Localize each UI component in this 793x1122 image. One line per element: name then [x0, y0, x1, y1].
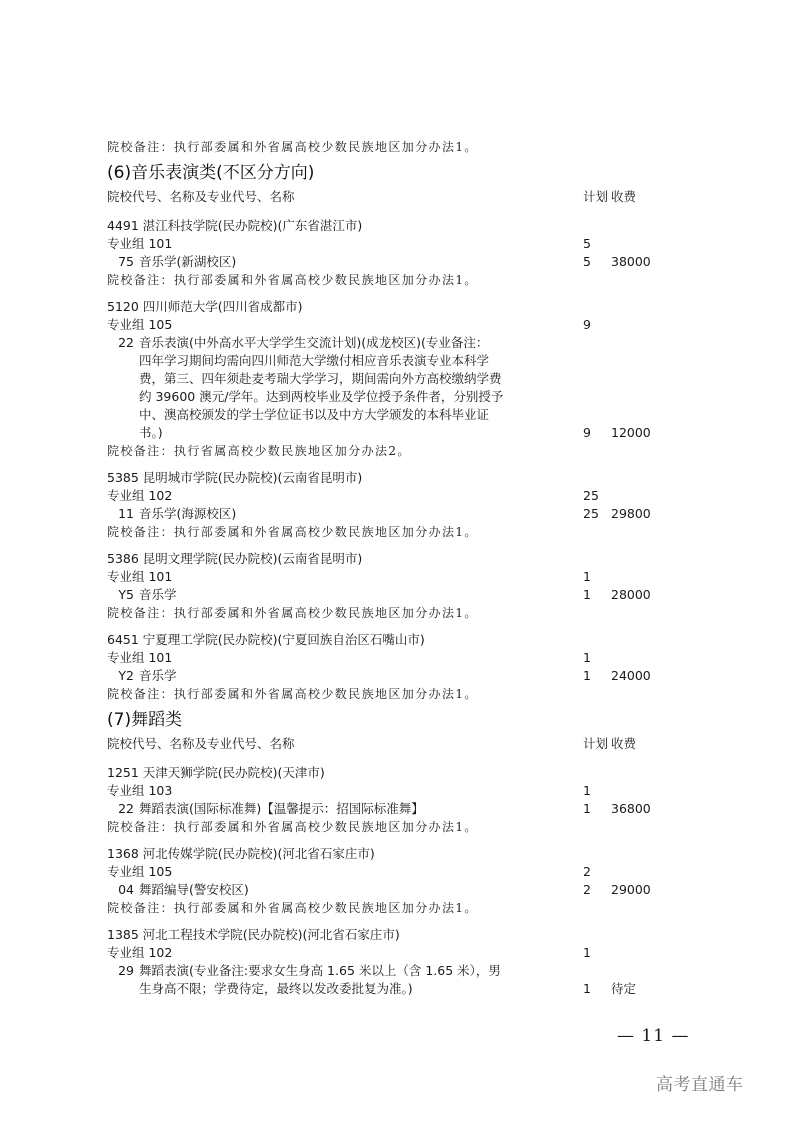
major-row — [107, 667, 667, 685]
major-code: Y2 — [118, 668, 134, 683]
document-page — [107, 138, 667, 998]
school-note: 院校备注：执行部委属和外省属高校少数民族地区加分办法1。 — [107, 140, 478, 154]
school-note: 院校备注：执行部委属和外省属高校少数民族地区加分办法1。 — [107, 525, 478, 539]
group-plan-count: 25 — [583, 488, 599, 503]
major-group-label: 专业组 103 — [107, 783, 173, 798]
major-group-row — [107, 568, 667, 586]
major-group-label: 专业组 102 — [107, 945, 173, 960]
school-header: 1251 天津天狮学院(民办院校)(天津市) — [107, 765, 325, 780]
group-plan-count: 5 — [583, 236, 591, 251]
major-group-row — [107, 316, 667, 334]
school-header: 6451 宁夏理工学院(民办院校)(宁夏回族自治区石嘴山市) — [107, 632, 425, 647]
school-block — [107, 469, 667, 541]
group-plan-count: 1 — [583, 945, 591, 960]
major-code: 04 — [118, 882, 134, 897]
major-row — [107, 586, 667, 604]
group-plan-count: 1 — [583, 569, 591, 584]
school-note: 院校备注：执行部委属和外省属高校少数民族地区加分办法1。 — [107, 273, 478, 287]
column-header-row — [107, 186, 667, 208]
major-name-continued: 书。) — [139, 425, 163, 440]
major-name-continued: 费，第三、四年须赴麦考瑞大学学习，期间需向外方高校缴纳学费 — [139, 371, 502, 386]
major-plan-count: 2 — [583, 882, 591, 897]
school-header: 5386 昆明文理学院(民办院校)(云南省昆明市) — [107, 551, 363, 566]
major-code: 22 — [118, 335, 134, 350]
major-fee: 24000 — [611, 668, 651, 683]
major-name: 舞蹈表演(国际标准舞)【温馨提示：招国际标准舞】 — [139, 801, 424, 816]
page-number: — 11 — — [617, 1026, 690, 1046]
major-fee: 38000 — [611, 254, 651, 269]
major-name: 音乐表演(中外高水平大学学生交流计划)(成龙校区)(专业备注： — [139, 335, 489, 350]
major-row — [107, 424, 667, 442]
major-name: 音乐学(海源校区) — [139, 506, 237, 521]
major-fee: 29800 — [611, 506, 651, 521]
school-note: 院校备注：执行省属高校少数民族地区加分办法2。 — [107, 444, 411, 458]
school-block — [107, 926, 667, 998]
major-fee: 36800 — [611, 801, 651, 816]
group-plan-count: 2 — [583, 864, 591, 879]
column-header-fee: 收费 — [611, 189, 637, 204]
school-block — [107, 764, 667, 836]
school-block — [107, 631, 667, 703]
major-name: 舞蹈表演(专业备注:要求女生身高 1.65 米以上（含 1.65 米），男 — [139, 963, 501, 978]
major-name-continued: 生身高不限；学费待定，最终以发改委批复为准。) — [139, 981, 413, 996]
major-row — [107, 334, 667, 352]
column-header-name: 院校代号、名称及专业代号、名称 — [107, 189, 295, 204]
column-header-plan: 计划 — [583, 189, 609, 204]
column-header-fee: 收费 — [611, 736, 637, 751]
major-name: 音乐学 — [139, 587, 177, 602]
major-group-label: 专业组 101 — [107, 650, 173, 665]
major-name-continued: 四年学习期间均需向四川师范大学缴付相应音乐表演专业本科学 — [139, 353, 490, 368]
section-title: (7)舞蹈类 — [107, 710, 183, 730]
school-header: 5385 昆明城市学院(民办院校)(云南省昆明市) — [107, 470, 363, 485]
major-row — [107, 388, 667, 406]
major-code: 75 — [118, 254, 134, 269]
major-code: 29 — [118, 963, 134, 978]
major-plan-count: 1 — [583, 981, 591, 996]
major-row — [107, 980, 667, 998]
school-header: 5120 四川师范大学(四川省成都市) — [107, 299, 303, 314]
school-header: 1385 河北工程技术学院(民办院校)(河北省石家庄市) — [107, 927, 400, 942]
school-block — [107, 217, 667, 289]
major-row — [107, 962, 667, 980]
major-group-row — [107, 782, 667, 800]
column-header-row — [107, 733, 667, 755]
major-group-row — [107, 649, 667, 667]
major-fee: 29000 — [611, 882, 651, 897]
major-row — [107, 352, 667, 370]
group-plan-count: 9 — [583, 317, 591, 332]
major-row — [107, 800, 667, 818]
school-note: 院校备注：执行部委属和外省属高校少数民族地区加分办法1。 — [107, 820, 478, 834]
major-row — [107, 406, 667, 424]
major-group-label: 专业组 101 — [107, 569, 173, 584]
major-fee: 28000 — [611, 587, 651, 602]
major-row — [107, 370, 667, 388]
school-block — [107, 298, 667, 460]
major-plan-count: 1 — [583, 801, 591, 816]
major-group-row — [107, 863, 667, 881]
watermark: 高考直通车 — [656, 1075, 744, 1095]
group-plan-count: 1 — [583, 650, 591, 665]
school-header: 4491 湛江科技学院(民办院校)(广东省湛江市) — [107, 218, 363, 233]
major-row — [107, 881, 667, 899]
major-group-label: 专业组 102 — [107, 488, 173, 503]
major-plan-count: 25 — [583, 506, 599, 521]
school-note: 院校备注：执行部委属和外省属高校少数民族地区加分办法1。 — [107, 687, 478, 701]
major-row — [107, 253, 667, 271]
major-name-continued: 中、澳高校颁发的学士学位证书以及中方大学颁发的本科毕业证 — [139, 407, 490, 422]
major-fee: 待定 — [611, 981, 637, 996]
major-group-label: 专业组 105 — [107, 317, 173, 332]
school-note: 院校备注：执行部委属和外省属高校少数民族地区加分办法1。 — [107, 901, 478, 915]
major-plan-count: 5 — [583, 254, 591, 269]
major-row — [107, 505, 667, 523]
major-group-label: 专业组 105 — [107, 864, 173, 879]
school-block — [107, 845, 667, 917]
major-name-continued: 约 39600 澳元/学年。达到两校毕业及学位授予条件者，分别授予 — [139, 389, 504, 404]
major-plan-count: 9 — [583, 425, 591, 440]
column-header-plan: 计划 — [583, 736, 609, 751]
major-plan-count: 1 — [583, 587, 591, 602]
column-header-name: 院校代号、名称及专业代号、名称 — [107, 736, 295, 751]
major-name: 音乐学 — [139, 668, 177, 683]
major-group-label: 专业组 101 — [107, 236, 173, 251]
major-group-row — [107, 944, 667, 962]
major-fee: 12000 — [611, 425, 651, 440]
major-name: 音乐学(新湖校区) — [139, 254, 237, 269]
school-header: 1368 河北传媒学院(民办院校)(河北省石家庄市) — [107, 846, 375, 861]
major-code: 11 — [118, 506, 134, 521]
school-note: 院校备注：执行部委属和外省属高校少数民族地区加分办法1。 — [107, 606, 478, 620]
group-plan-count: 1 — [583, 783, 591, 798]
major-group-row — [107, 487, 667, 505]
major-code: 22 — [118, 801, 134, 816]
major-name: 舞蹈编导(警安校区) — [139, 882, 249, 897]
major-code: Y5 — [118, 587, 134, 602]
section-title: (6)音乐表演类(不区分方向) — [107, 163, 315, 183]
school-block — [107, 550, 667, 622]
major-group-row — [107, 235, 667, 253]
major-plan-count: 1 — [583, 668, 591, 683]
